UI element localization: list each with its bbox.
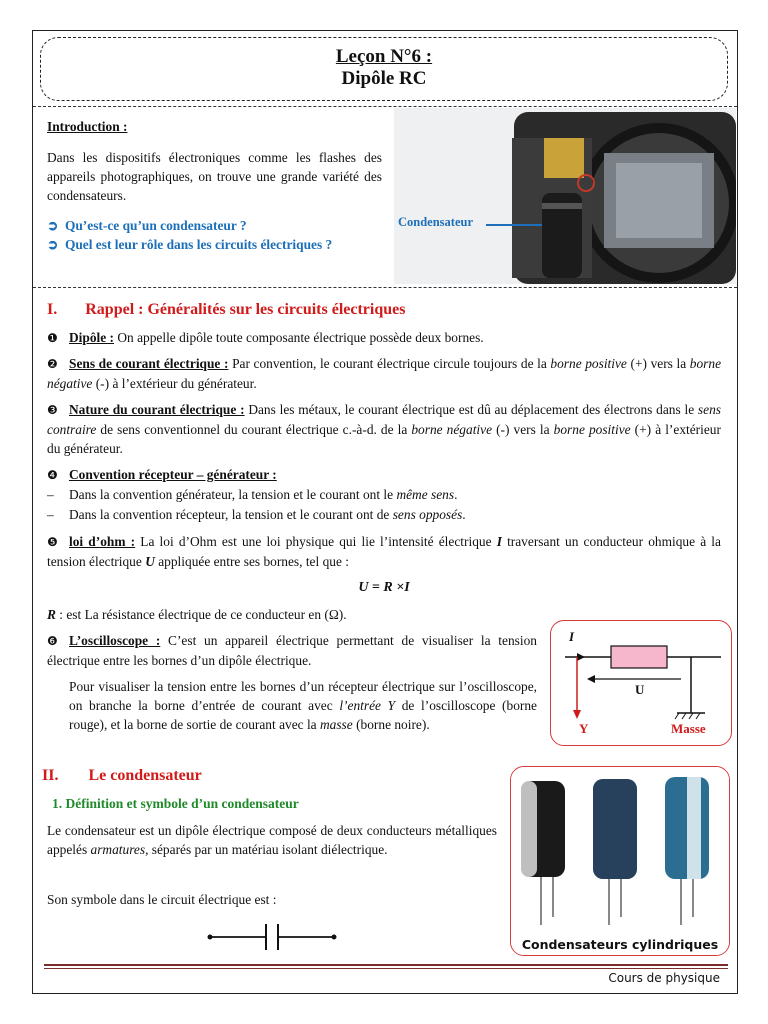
footer-text: Cours de physique (608, 971, 720, 985)
section1-heading: I. Rappel : Généralités sur les circuits électriques (47, 301, 406, 318)
item-convention: ❹ Convention récepteur – générateur : (47, 465, 721, 485)
item-ohm: ❺ loi d’ohm : La loi d’Ohm est une loi physique qui lie l’intensité électrique I traversant un conducteur ohmique à la tension électrique U appliquée entre ses bornes, tel que : (47, 534, 721, 569)
intro-question-2: ➲ Quel est leur rôle dans les circuits électriques ? (47, 237, 333, 252)
lesson-number: Leçon N°6 : (335, 46, 433, 67)
number-1-icon: ❶ (47, 331, 58, 345)
camera-photo (394, 108, 736, 284)
number-2-icon: ❷ (47, 357, 58, 371)
footer-rule (44, 964, 728, 966)
item-oscilloscope: ❻ L’oscilloscope : C’est un appareil électrique permettant de visualiser la tension électrique entre les bornes d’un dipôle électrique. (47, 633, 537, 668)
voltage-label: U (635, 682, 645, 697)
cylindrical-capacitors-photo (510, 766, 730, 956)
input-y-label: Y (579, 721, 589, 736)
item-sens: ❷ Sens de courant électrique : Par convention, le courant électrique circule toujours de la borne positive (+) vers la borne négative (-) à l’extérieur du générateur. (47, 356, 722, 391)
item-dipole: ❶ Dipôle : On appelle dipôle toute composante électrique possède deux bornes. (47, 328, 721, 348)
ground-label: Masse (671, 721, 706, 736)
convention-generator: – Dans la convention générateur, la tension et le courant ont le même sens. (47, 487, 458, 502)
oscilloscope-circuit-diagram (550, 620, 732, 746)
footer-rule-thin (44, 968, 728, 969)
section2-subheading: 1. Définition et symbole d’un condensateur (52, 796, 299, 811)
photo-label: Condensateur (398, 215, 474, 229)
separator-mid (33, 287, 737, 288)
number-4-icon: ❹ (47, 468, 58, 482)
number-6-icon: ❻ (47, 634, 58, 648)
intro-question-1: ➲ Qu’est-ce qu’un condensateur ? (47, 218, 247, 233)
arrow-icon: ➲ (47, 218, 59, 233)
intro-text: Dans les dispositifs électroniques comme les flashes des appareils photographiques, on trouve une grande variété des condensateurs. (47, 150, 382, 203)
capacitor-symbol-icon (200, 920, 345, 954)
lesson-subtitle: Dipôle RC (341, 68, 427, 89)
current-label: I (569, 629, 575, 644)
number-3-icon: ❸ (47, 403, 58, 417)
lesson-title-box (40, 37, 728, 101)
capacitor-definition: Le condensateur est un dipôle électrique composé de deux conducteurs métalliques appelés armatures, séparés par un matériau isolant diélectrique. (47, 823, 497, 857)
section2-heading: II. Le condensateur (42, 767, 202, 784)
item-nature: ❸ Nature du courant électrique : Dans les métaux, le courant électrique est dû au déplacement des électrons dans le sens contraire de sens conventionnel du courant électrique c.-à-d. de la borne négative (-) vers la borne positive (+) à l’extérieur du générateur. (47, 402, 721, 456)
oscilloscope-paragraph: Pour visualiser la tension entre les bornes d’un récepteur électrique sur l’oscilloscope, on branche la borne d’entrée de courant avec l’entrée Y de l’oscilloscope (borne rouge), et la borne de sortie de courant avec la masse (borne noire). (69, 679, 537, 732)
ohm-equation: U = R ×I (358, 580, 410, 595)
resistance-definition: R : est La résistance électrique de ce conducteur en (Ω). (47, 607, 347, 622)
number-5-icon: ❺ (47, 535, 58, 549)
arrow-icon: ➲ (47, 237, 59, 252)
symbol-intro-text: Son symbole dans le circuit électrique est : (47, 892, 277, 907)
separator-top (33, 106, 737, 107)
intro-heading: Introduction : (47, 119, 128, 134)
convention-receptor: – Dans la convention récepteur, la tension et le courant ont de sens opposés. (47, 507, 466, 522)
capacitors-caption: Condensateurs cylindriques (511, 935, 729, 956)
